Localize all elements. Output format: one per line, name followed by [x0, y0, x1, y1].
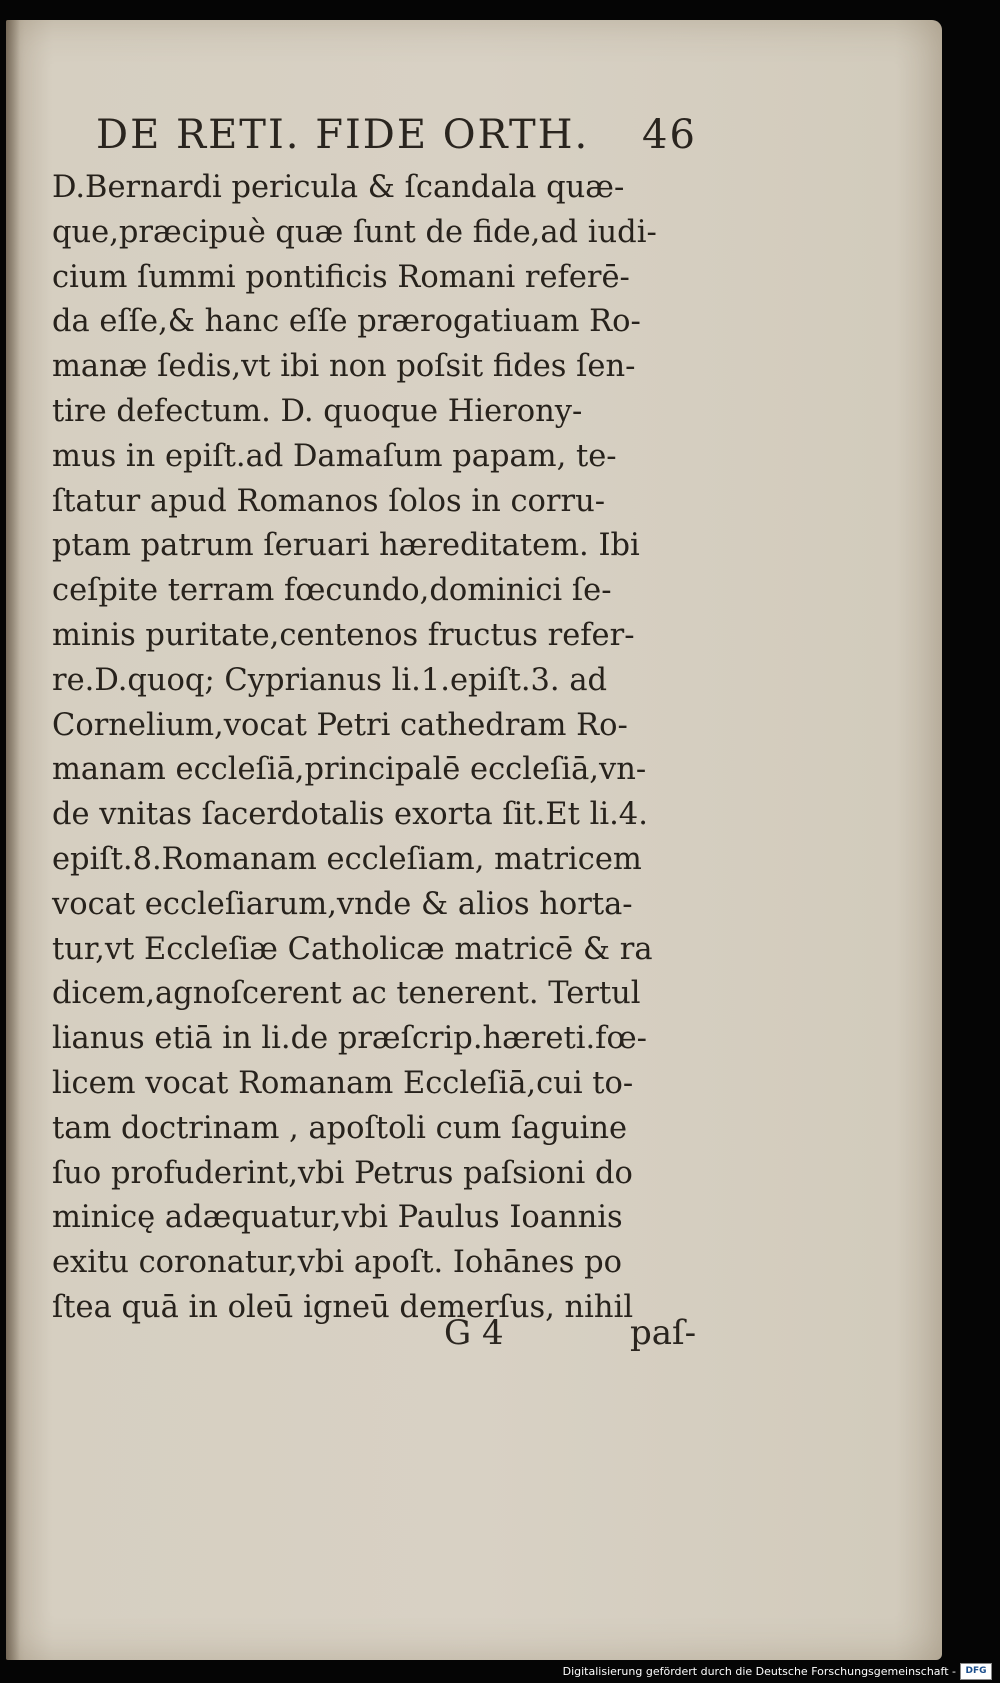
text-line: ptam patrum ſeruari hæreditatem. Ibi	[52, 528, 640, 564]
text-line: D.Bernardi pericula & ſcandala quæ-	[52, 170, 625, 205]
page-number: 46	[642, 112, 697, 158]
text-line: cium ſummi pontificis Romani referē-	[52, 259, 630, 295]
text-line: ſuo profuderint,vbi Petrus paſsioni do	[52, 1155, 633, 1191]
text-line: epiſt.8.Romanam eccleſiam, matricem	[52, 841, 642, 877]
text-line: licem vocat Romanam Eccleſiā,cui to-	[52, 1065, 634, 1101]
text-line: de vnitas ſacerdotalis exorta ſit.Et li.4.	[52, 797, 648, 833]
text-line: ſtea quā in oleū igneū demerſus, nihil	[52, 1289, 634, 1325]
text-line: Cornelium,vocat Petri cathedram Ro-	[52, 707, 628, 743]
body-text	[52, 166, 712, 1331]
text-line: minis puritate,centenos fructus refer-	[52, 617, 635, 653]
text-line: tire defectum. D. quoque Hierony-	[52, 393, 583, 429]
text-line: minicę adæquatur,vbi Paulus Ioannis	[52, 1200, 623, 1236]
credit-text: Digitalisierung gefördert durch die Deutsche Forschungsgemeinschaft -	[562, 1664, 956, 1678]
text-line: mus in epiſt.ad Damaſum papam, te-	[52, 438, 617, 474]
text-line: manam eccleſiā,principalē eccleſiā,vn-	[52, 752, 647, 788]
digitization-credit	[563, 1662, 956, 1680]
text-line: da eſſe,& hanc eſſe prærogatiuam Ro-	[52, 304, 641, 340]
text-line: tam doctrinam , apoſtoli cum ſaguine	[52, 1110, 628, 1146]
text-line: ſtatur apud Romanos ſolos in corru-	[52, 483, 606, 519]
running-head	[96, 112, 696, 158]
text-line: manæ ſedis,vt ibi non poſsit fides ſen-	[52, 349, 636, 385]
text-line: ceſpite terram fœcundo,dominici ſe-	[52, 573, 612, 609]
text-line: tur,vt Eccleſiæ Catholicæ matricē & ra	[52, 931, 653, 967]
book-page	[6, 20, 942, 1660]
catchword: paſ-	[630, 1313, 697, 1353]
text-line: lianus etiā in li.de præſcrip.hæreti.fœ-	[52, 1021, 647, 1057]
dfg-logo: DFG	[960, 1663, 992, 1680]
page-gutter-shadow	[6, 20, 20, 1660]
running-head-title: DE RETI. FIDE ORTH.	[96, 112, 590, 158]
text-line: dicem,agnoſcerent ac tenerent. Tertul	[52, 976, 641, 1012]
text-line: vocat eccleſiarum,vnde & alios horta-	[52, 886, 633, 922]
text-line: re.D.quoq; Cyprianus li.1.epiſt.3. ad	[52, 662, 608, 698]
text-line: que,præcipuè quæ ſunt de fide,ad iudi-	[52, 214, 657, 250]
signature-mark: G 4	[444, 1313, 504, 1353]
text-line: exitu coronatur,vbi apoſt. Iohānes po	[52, 1245, 623, 1281]
